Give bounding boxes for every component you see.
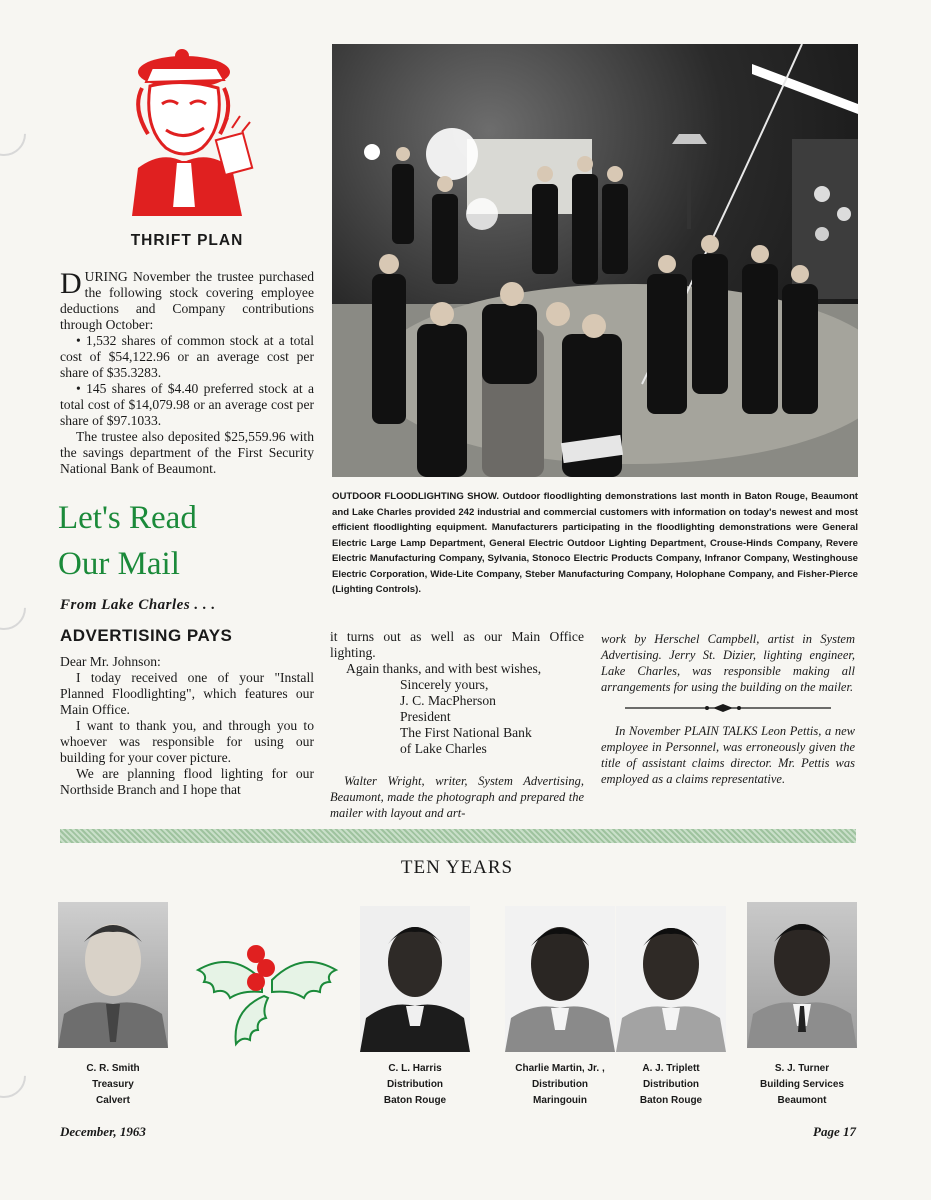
thrift-closing: The trustee also deposited $25,559.96 with the savings department of the First Security National Bank of Beaumont.: [60, 429, 314, 476]
person-location: Beaumont: [777, 1095, 827, 1106]
thrift-plan-article: [60, 269, 314, 477]
person-name: C. L. Harris: [388, 1063, 442, 1074]
person-dept: Treasury: [92, 1079, 134, 1090]
punch-hole-top: [0, 103, 35, 165]
person-name: Charlie Martin, Jr. ,: [515, 1063, 605, 1074]
thrift-bullet-common: • 1,532 shares of common stock at a total cost of $54,122.96 or an average cost per share of $35.3283.: [60, 333, 314, 380]
mail-title-line1: Let's Read: [58, 500, 197, 536]
portrait-aj-triplett: [616, 906, 726, 1052]
person-dept: Building Services: [760, 1079, 844, 1090]
signature-name: J. C. MacPherson: [400, 693, 496, 708]
mail-title-line2: Our Mail: [58, 546, 180, 582]
portrait-sj-turner: [747, 902, 857, 1048]
person-caption-smith: [48, 1061, 178, 1109]
footer-page-number: Page 17: [813, 1124, 856, 1139]
photo-caption-text: Outdoor floodlighting demonstrations last month in Baton Rouge, Beaumont and Lake Charles provided 242 industrial and commercial customers with information on today's newest and most efficient floodlighting equipment. Manufacturers participating in the floodlighting demonstrations were General Electric Large Lamp Department, General Electric Outdoor Lighting Department, Crouse-Hinds Company, Revere Electric Manufacturing Company, Sylvania, Stonoco Electric Products Company, Infranor Company, Westinghouse Electric Corporation, Wide-Lite Company, Steber Manufacturing Company, Holophane Company, and Fisher-Pierce (Lighting Controls).: [332, 491, 858, 595]
signature-title: President: [400, 709, 451, 724]
ten-years-title: TEN YEARS: [400, 857, 514, 878]
portrait-charlie-martin: [505, 906, 615, 1052]
floodlighting-scene: [332, 44, 858, 477]
person-caption-turner: [737, 1061, 867, 1109]
thrift-bullet-preferred: • 145 shares of $4.40 preferred stock at a total cost of $14,079.98 or an average cost per share of $97.1033.: [60, 381, 314, 428]
notes-column: [601, 631, 855, 787]
ornament-divider: [601, 701, 855, 715]
punch-hole-bottom: [0, 1045, 35, 1107]
mailer-credit-cont: work by Herschel Campbell, artist in System Advertising. Jerry St. Dizier, lighting engineer, Lake Charles, was responsible making all arrangements for using the building on the mailer.: [601, 632, 855, 694]
signature-bank: The First National Bank: [400, 725, 532, 740]
person-dept: Distribution: [531, 1079, 589, 1090]
mailer-credit: Walter Wright, writer, System Advertising, Beaumont, made the photograph and prepared the mailer with layout and art-: [330, 774, 584, 820]
thrift-intro: URING November the trustee purchased the following stock covering employee deductions and Company contributions through October:: [60, 269, 314, 332]
footer-date: December, 1963: [60, 1124, 146, 1139]
letter-para-3: We are planning flood lighting for our Northside Branch and I hope that: [60, 766, 314, 797]
mail-from: From Lake Charles . . .: [60, 597, 216, 613]
scotsman-illustration: [112, 38, 262, 216]
letter-para-2: I want to thank you, and through you to whoever was responsible for using our building for your cover picture.: [60, 718, 314, 765]
signature-bank-city: of Lake Charles: [400, 741, 487, 756]
photo-caption: [332, 489, 858, 598]
person-dept: Distribution: [642, 1079, 700, 1090]
correction-note: In November PLAIN TALKS Leon Pettis, a new employee in Personnel, was erroneously given the title of assistant claims director. Mr. Pettis was employed as a claims representative.: [601, 724, 855, 786]
photo-caption-lead: OUTDOOR FLOODLIGHTING SHOW.: [332, 491, 500, 502]
thrift-plan-title: THRIFT PLAN: [130, 232, 244, 249]
floodlighting-photo: [332, 44, 858, 477]
person-dept: Distribution: [386, 1079, 444, 1090]
letter-salutation: Dear Mr. Johnson:: [60, 654, 161, 669]
person-location: Calvert: [96, 1095, 130, 1106]
holly-icon: [192, 940, 342, 1050]
letter-para-4: Again thanks, and with best wishes,: [346, 661, 542, 676]
person-location: Baton Rouge: [639, 1095, 703, 1106]
person-location: Maringouin: [533, 1095, 587, 1106]
person-name: C. R. Smith: [86, 1063, 140, 1074]
mail-title: [58, 495, 318, 587]
person-caption-triplett: [606, 1061, 736, 1109]
letter-para-1: I today received one of your "Install Planned Floodlighting", which features our Main Office.: [60, 670, 314, 717]
person-caption-harris: [350, 1061, 480, 1109]
portrait-cr-smith: [58, 902, 168, 1048]
drop-cap: D: [60, 267, 82, 300]
letter-para-3-cont: it turns out as well as our Main Office lighting.: [330, 629, 584, 660]
letter-column-1: [60, 654, 314, 798]
portrait-cl-harris: [360, 906, 470, 1052]
letter-column-2: [330, 629, 584, 821]
advertising-pays-heading: ADVERTISING PAYS: [60, 626, 233, 645]
person-location: Baton Rouge: [383, 1095, 447, 1106]
person-name: A. J. Triplett: [642, 1063, 700, 1074]
person-name: S. J. Turner: [774, 1063, 830, 1074]
punch-hole-middle: [0, 577, 35, 639]
signature-closing: Sincerely yours,: [400, 677, 489, 692]
divider-strip: [60, 829, 856, 843]
